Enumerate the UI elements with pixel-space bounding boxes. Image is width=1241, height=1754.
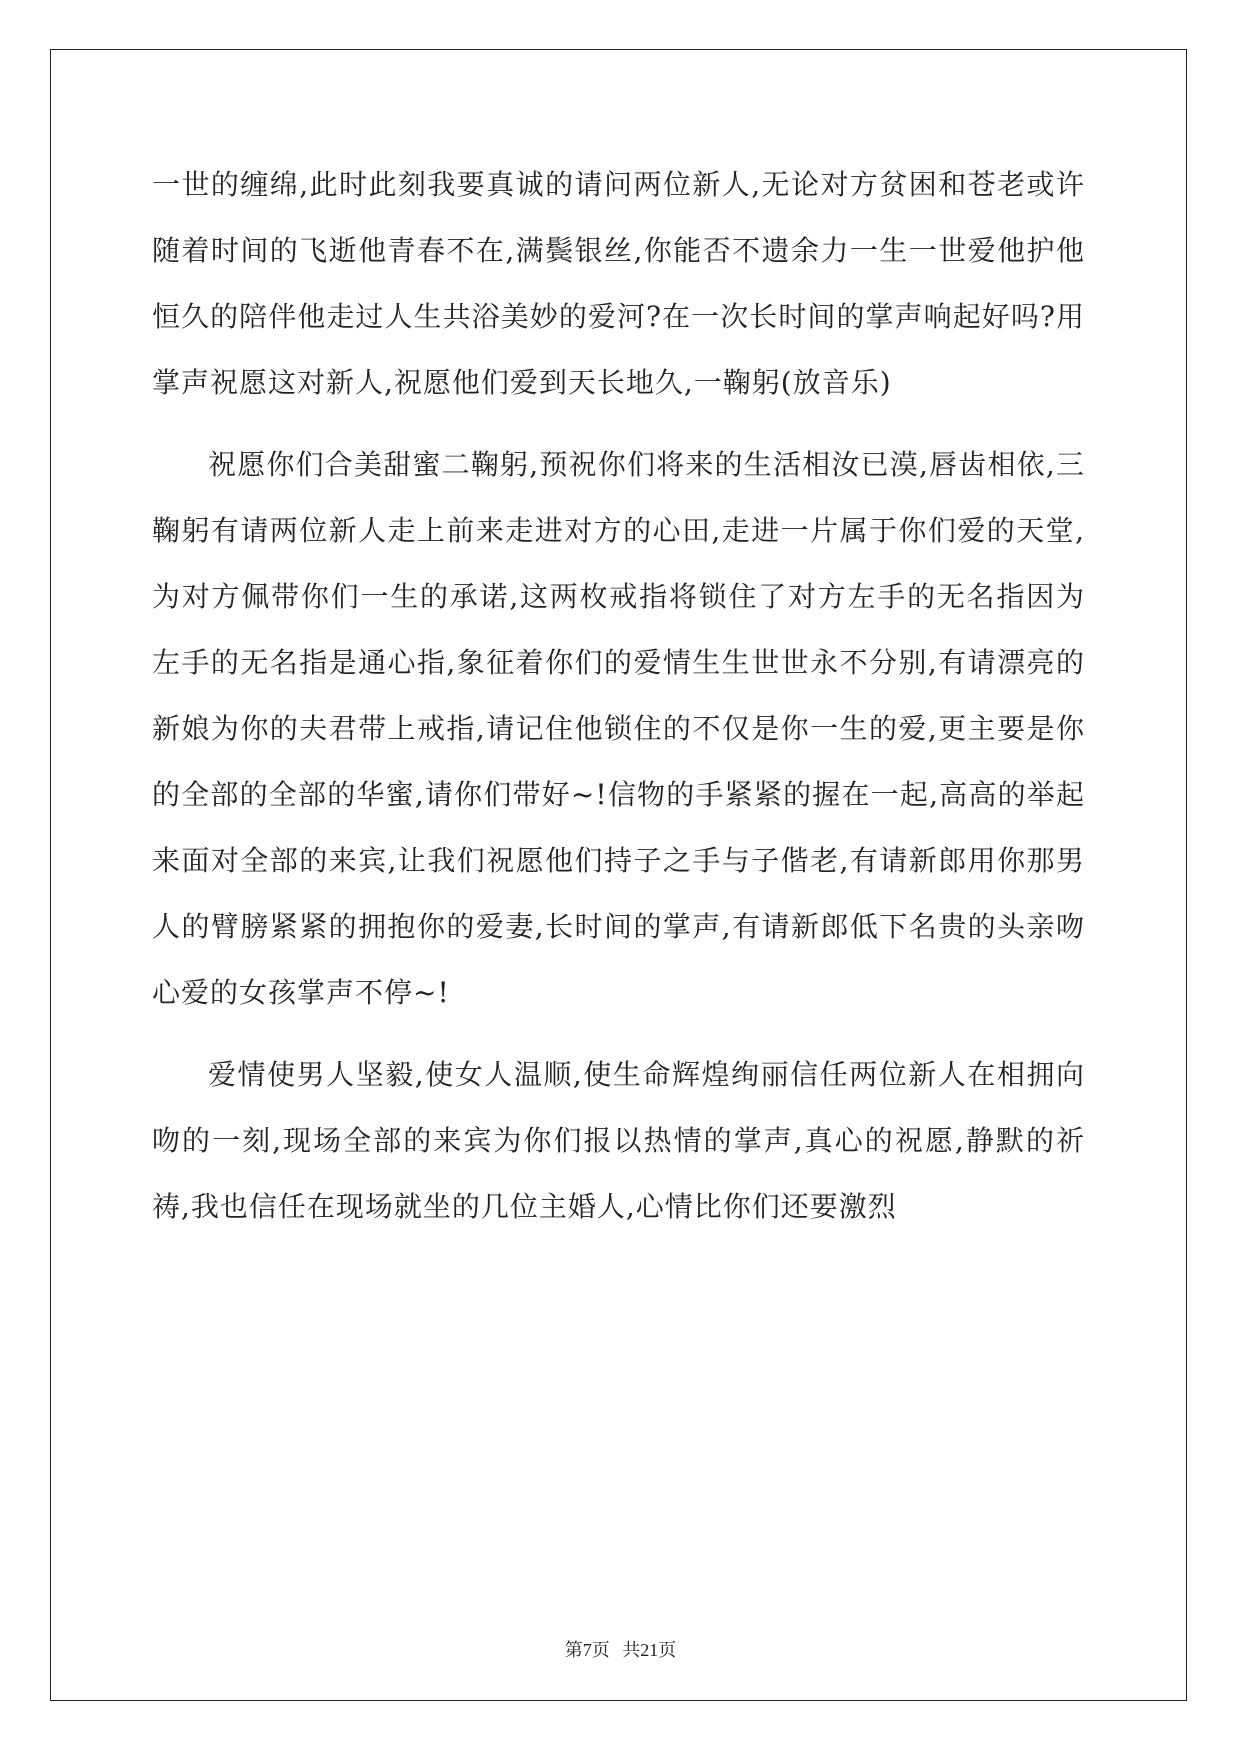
document-body <box>152 152 1085 1256</box>
page-total: 共21页 <box>622 1640 677 1660</box>
paragraph: 爱情使男人坚毅,使女人温顺,使生命辉煌绚丽信任两位新人在相拥向吻的一刻,现场全部的来宾为你们报以热情的掌声,真心的祝愿,静默的祈祷,我也信任在现场就坐的几位主婚人,心情比你们还要激烈 <box>152 1058 1085 1223</box>
page-number: 第7页 <box>564 1640 610 1660</box>
page-footer <box>0 1636 1241 1662</box>
paragraph: 祝愿你们合美甜蜜二鞠躬,预祝你们将来的生活相汝已漠,唇齿相依,三鞠躬有请两位新人走上前来走进对方的心田,走进一片属于你们爱的天堂,为对方佩带你们一生的承诺,这两枚戒指将锁住了对方左手的无名指因为左手的无名指是通心指,象征着你们的爱情生生世世永不分别,有请漂亮的新娘为你的夫君带上戒指,请记住他锁住的不仅是你一生的爱,更主要是你的全部的全部的华蜜,请你们带好~!信物的手紧紧的握在一起,高高的举起来面对全部的来宾,让我们祝愿他们持子之手与子偕老,有请新郎用你那男人的臂膀紧紧的拥抱你的爱妻,长时间的掌声,有请新郎低下名贵的头亲吻心爱的女孩掌声不停~! <box>152 448 1085 1009</box>
paragraph: 一世的缠绵,此时此刻我要真诚的请问两位新人,无论对方贫困和苍老或许随着时间的飞逝他青春不在,满鬓银丝,你能否不遗余力一生一世爱他护他恒久的陪伴他走过人生共浴美妙的爱河?在一次长时间的掌声响起好吗?用掌声祝愿这对新人,祝愿他们爱到天长地久,一鞠躬(放音乐) <box>152 168 1085 399</box>
